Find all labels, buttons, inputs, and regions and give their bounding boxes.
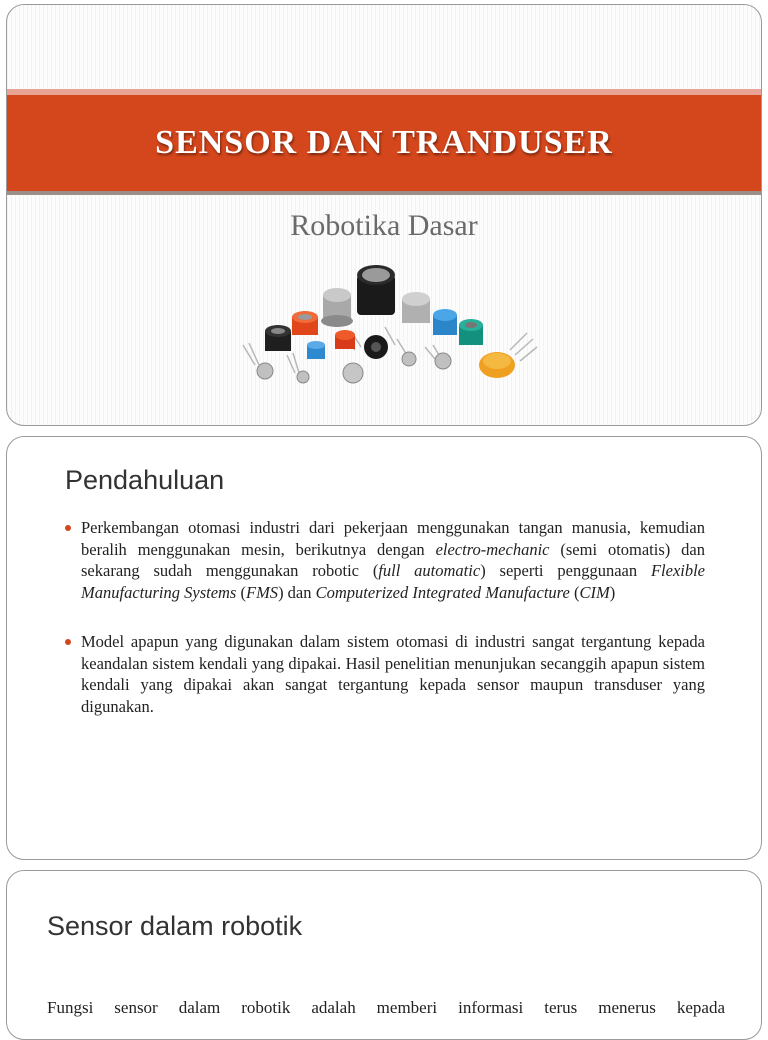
- section-heading: Pendahuluan: [65, 465, 225, 495]
- title-slide: [6, 4, 762, 426]
- bullet-item-1: Perkembangan otomasi industri dari pekerjaan menggunakan tangan manusia, kemudian beralih menggunakan mesin, berikutnya dengan electro-mechanic (semi otomatis) dan sekarang sudah menggunakan robotic (full automatic) seperti penggunaan Flexible Manufacturing Systems (FMS) dan Computerized Integrated Manufacture (CIM): [65, 517, 705, 603]
- slide-subtitle: Robotika Dasar: [290, 209, 478, 242]
- introduction-slide: [6, 436, 762, 860]
- slide-title: SENSOR DAN TRANDUSER: [155, 124, 613, 161]
- sensor-robotics-slide: [6, 870, 762, 1040]
- section-heading: Sensor dalam robotik: [47, 911, 303, 941]
- bullet-item-2: Model apapun yang digunakan dalam sistem otomasi di industri sangat tergantung kepada keandalan sistem kendali yang dipakai. Hasil penelitian menunjukan secanggih apapun sistem kendali yang dipakai akan sangat tergantung kepada sensor maupun transduser yang digunakan.: [65, 631, 705, 717]
- title-band: [7, 95, 761, 191]
- bullet-list: [65, 517, 705, 745]
- body-text: Fungsi sensor dalam robotik adalah memberi informasi terus menerus kepada: [47, 998, 725, 1017]
- electronic-sensors-photo: [235, 255, 545, 395]
- band-bottom-stripe: [7, 191, 761, 195]
